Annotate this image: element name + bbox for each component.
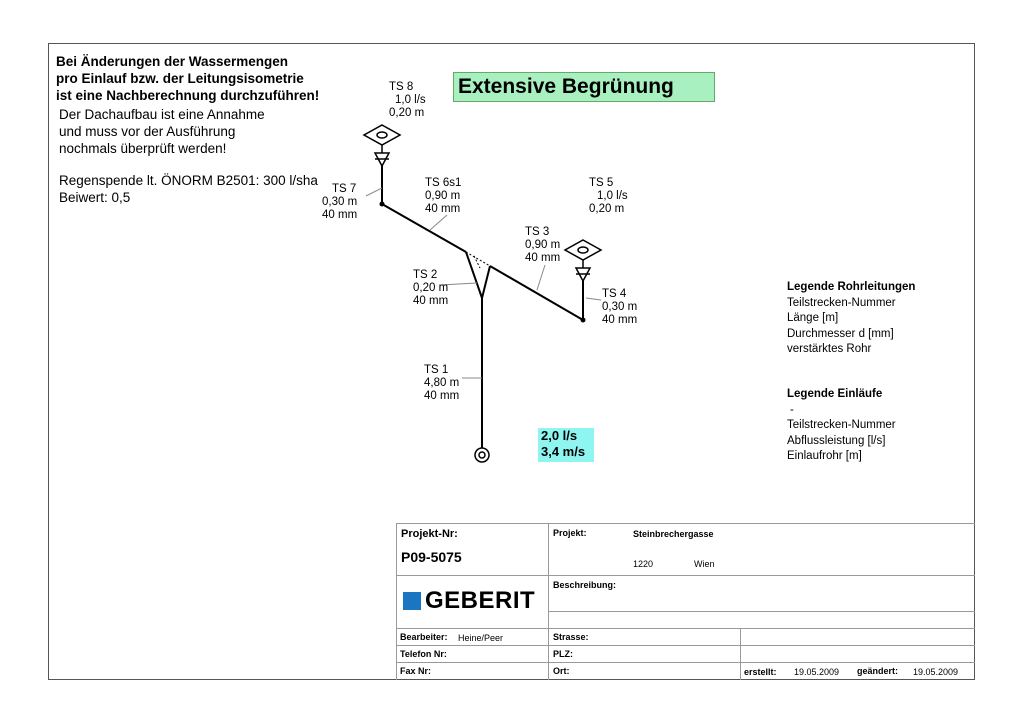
editor-label: Bearbeiter: [400, 632, 448, 642]
outlet-flow-box [538, 428, 594, 462]
description-label: Beschreibung: [553, 580, 617, 590]
label-ts2 [413, 269, 448, 308]
segment-length: 4,80 m [424, 377, 460, 389]
phone-label: Telefon Nr: [400, 649, 447, 659]
label-ts5 [589, 177, 628, 216]
segment-id: TS 8 [389, 81, 414, 93]
fax-label: Fax Nr: [400, 666, 432, 676]
drawing-title: Extensive Begrünung [453, 72, 715, 102]
created-date: 19.05.2009 [794, 667, 840, 677]
geberit-logo: GEBERIT [425, 587, 536, 614]
outlet-icon [475, 448, 489, 462]
project-number-label: Projekt-Nr: [401, 528, 458, 540]
pipe-ts3 [490, 266, 583, 320]
segment-length: 0,20 m [389, 107, 425, 119]
label-ts1 [424, 364, 459, 403]
legend-item: verstärktes Rohr [787, 343, 872, 355]
city-label: Ort: [553, 666, 570, 676]
legend-item: Durchmesser d [mm] [787, 327, 894, 340]
segment-id: TS 6s1 [425, 177, 462, 189]
segment-length: 0,20 m [589, 203, 625, 215]
label-ts3 [525, 226, 560, 265]
inlet-ts8-icon [364, 125, 400, 145]
segment-id: TS 5 [589, 177, 614, 189]
segment-diameter: 40 mm [424, 390, 460, 402]
segment-diameter: 40 mm [525, 252, 561, 264]
node-ts7 [380, 202, 385, 207]
segment-length: 0,30 m [322, 196, 358, 208]
segment-id: TS 2 [413, 269, 438, 281]
roof-note-line: Der Dachaufbau ist eine Annahme [59, 107, 265, 122]
segment-length: 0,90 m [425, 190, 461, 202]
segment-id: TS 1 [424, 364, 449, 376]
inlet-ts5-icon [565, 240, 601, 260]
segment-length: 0,20 m [413, 282, 449, 294]
legend-pipes [787, 280, 915, 358]
segment-diameter: 40 mm [425, 203, 461, 215]
legend-item: Teilstrecken-Nummer [787, 419, 896, 431]
label-ts7 [322, 183, 357, 222]
label-ts8 [389, 81, 426, 120]
warning-line: Bei Änderungen der Wassermengen [56, 54, 289, 69]
postal-code-label: PLZ: [553, 649, 573, 659]
segment-id: TS 4 [602, 288, 627, 300]
roof-note-line: nochmals überprüft werden! [59, 141, 227, 156]
legend-inlets [787, 387, 896, 465]
legend-item: Einlaufrohr [m] [787, 450, 862, 462]
legend-item: Länge [m] [787, 312, 839, 324]
warning-line: ist eine Nachberechnung durchzuführen! [56, 88, 320, 103]
street-label: Strasse: [553, 632, 589, 642]
modified-label: geändert: [857, 666, 899, 676]
project-number: P09-5075 [401, 549, 462, 565]
flow-rate: 2,0 l/s [541, 428, 578, 443]
pipe-ts2 [482, 266, 490, 298]
project-city: Wien [694, 559, 715, 569]
legend-pipes-title: Legende Rohrleitungen [787, 281, 916, 293]
project-postal-code: 1220 [633, 559, 654, 569]
segment-diameter: 40 mm [413, 295, 449, 307]
editor-name: Heine/Peer [458, 633, 504, 643]
label-ts4 [602, 288, 637, 327]
created-label: erstellt: [744, 667, 777, 677]
legend-item: Abflussleistung [l/s] [787, 434, 886, 447]
segment-flow: 1,0 l/s [597, 190, 628, 202]
runoff-coefficient: Beiwert: 0,5 [59, 190, 131, 205]
segment-id: TS 7 [332, 183, 357, 195]
flow-velocity: 3,4 m/s [541, 444, 586, 459]
warning-line: pro Einlauf bzw. der Leitungsisometrie [56, 71, 304, 86]
roof-note-line: und muss vor der Ausführung [59, 124, 236, 139]
project-label: Projekt: [553, 528, 587, 538]
segment-flow: 1,0 l/s [395, 94, 426, 106]
segment-diameter: 40 mm [322, 209, 358, 221]
legend-item: Teilstrecken-Nummer [787, 296, 896, 309]
segment-diameter: 40 mm [602, 314, 638, 326]
modified-date: 19.05.2009 [913, 667, 959, 677]
rain-intensity: Regenspende lt. ÖNORM B2501: 300 l/sha [59, 173, 318, 188]
segment-length: 0,30 m [602, 301, 638, 313]
title-block [396, 523, 975, 680]
geberit-logo-icon [403, 592, 421, 610]
project-name: Steinbrechergasse [633, 529, 714, 539]
label-ts6s1 [425, 177, 461, 216]
segment-id: TS 3 [525, 226, 550, 238]
node-ts4 [581, 318, 586, 323]
segment-length: 0,90 m [525, 239, 561, 251]
legend-inlets-title: Legende Einläufe [787, 388, 883, 400]
legend-item: - [790, 403, 794, 416]
